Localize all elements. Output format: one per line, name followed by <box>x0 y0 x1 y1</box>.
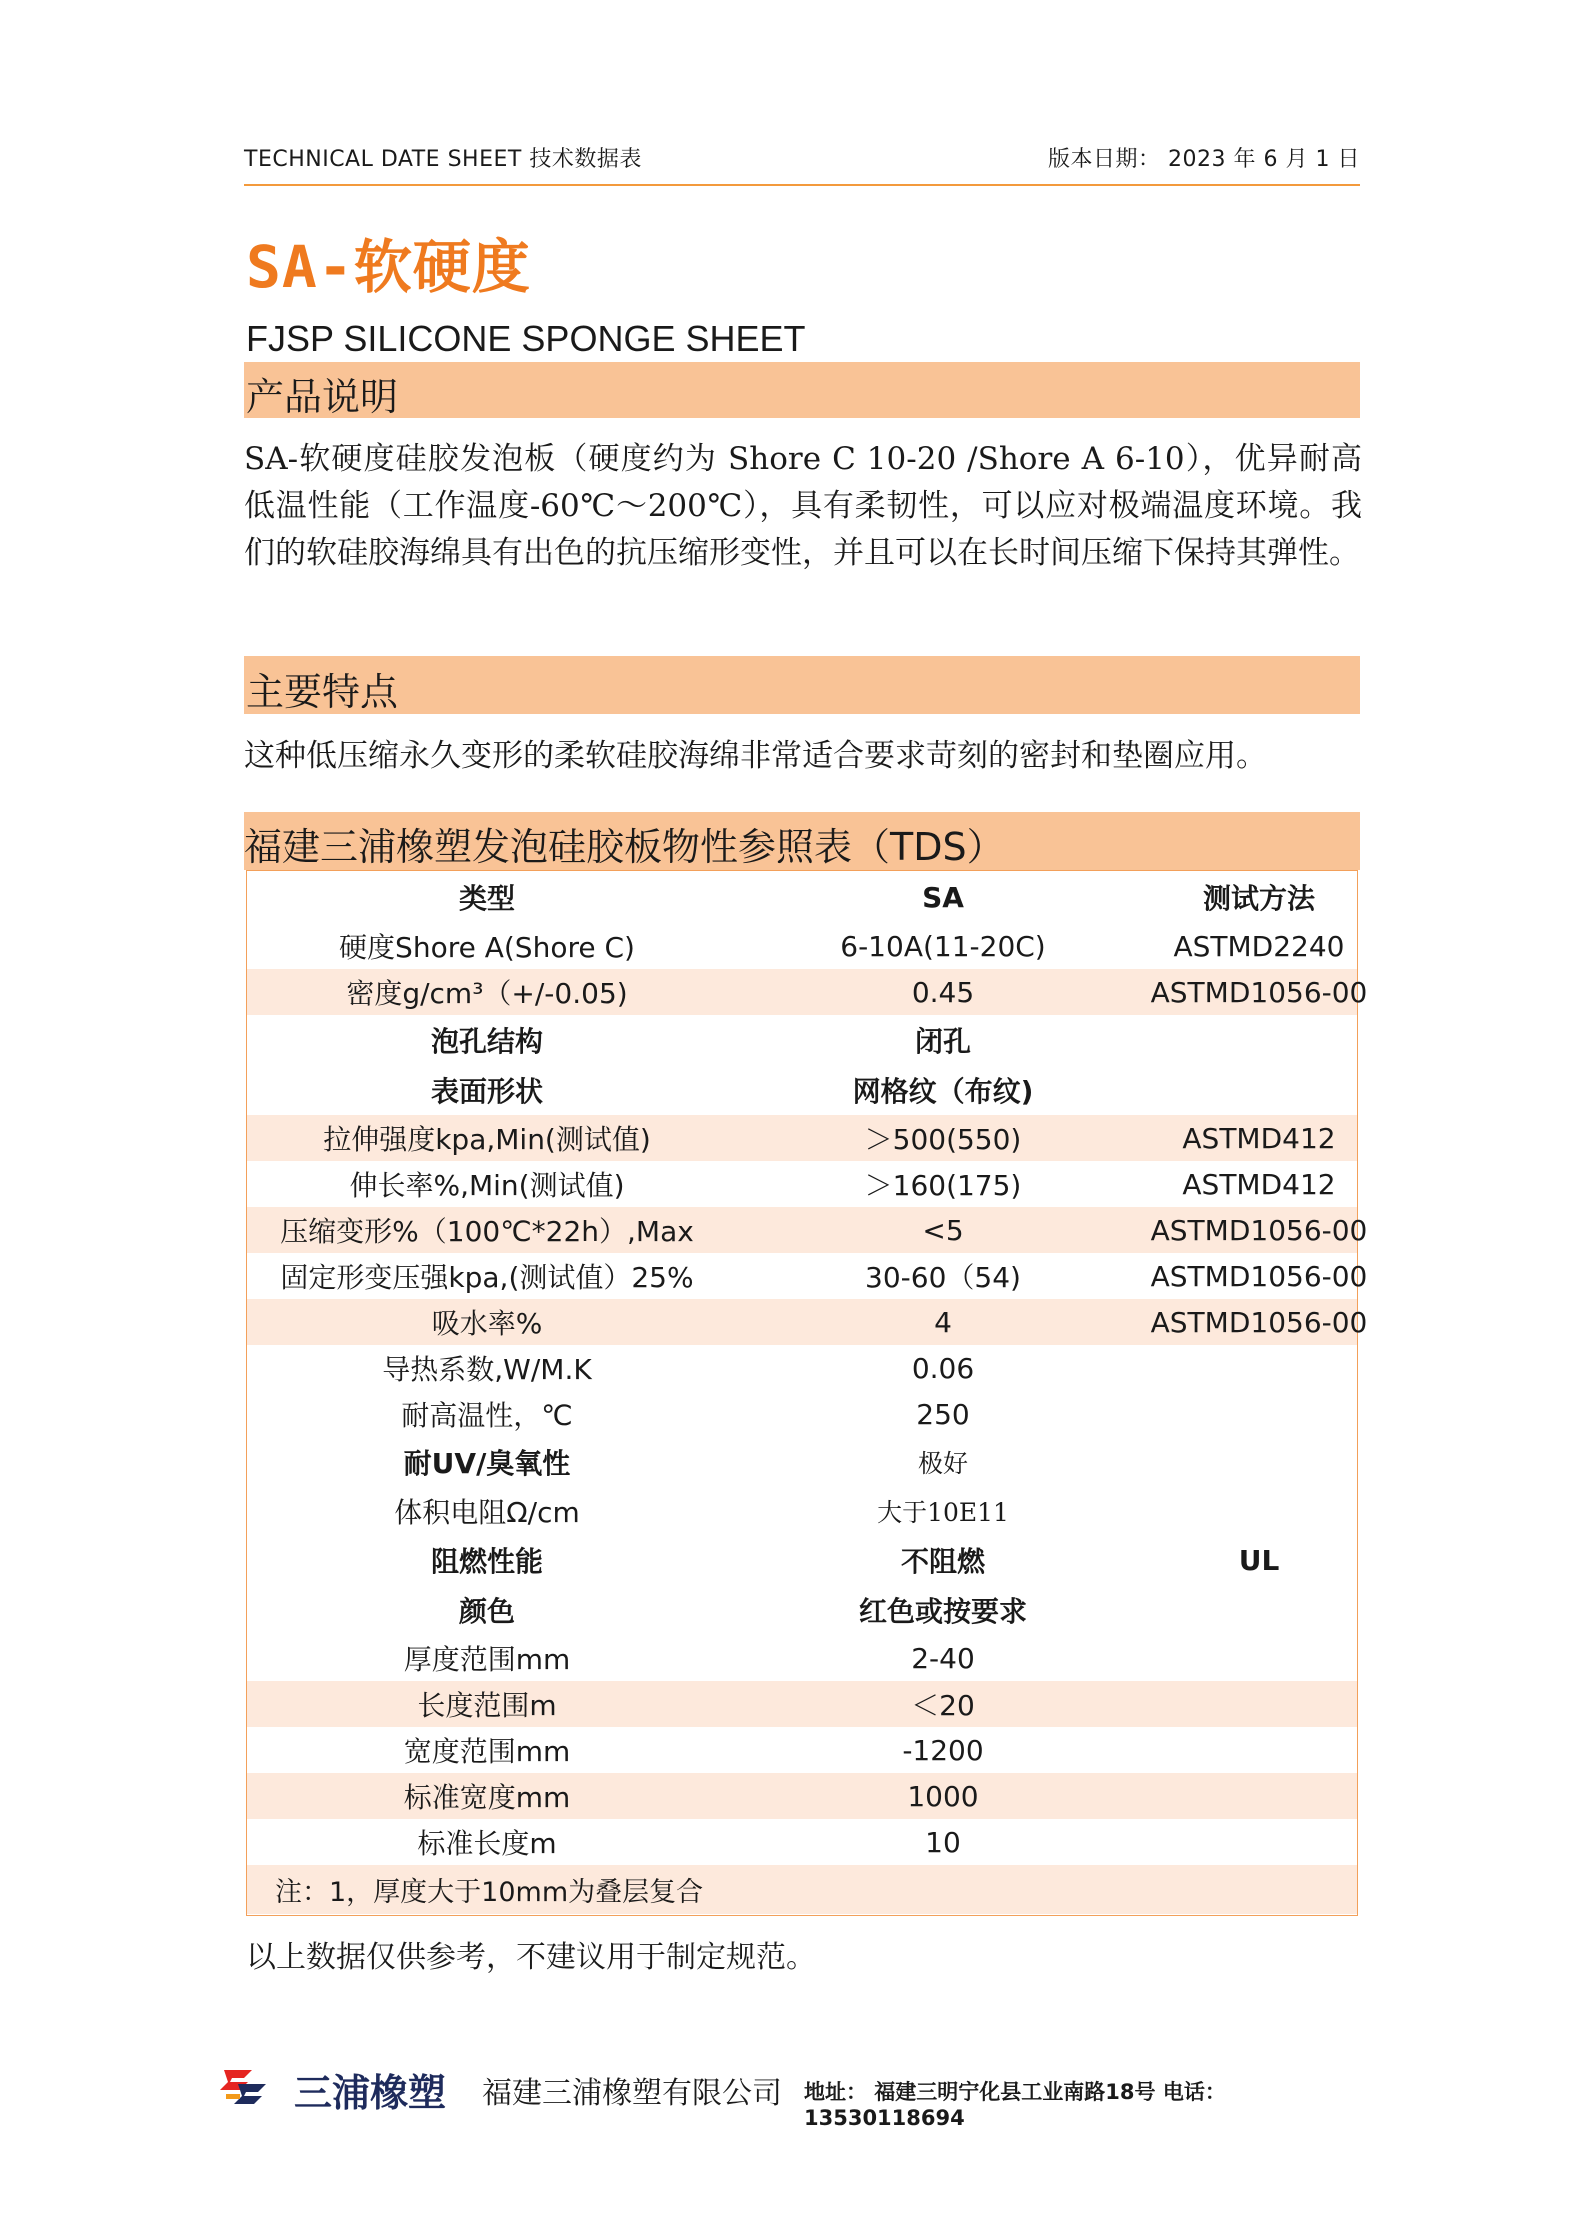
table-row <box>247 1345 1357 1391</box>
table-row <box>247 1253 1368 1299</box>
features-heading: 主要特点 <box>246 670 399 714</box>
row-property: 密度g/cm³（+/-0.05) <box>346 977 628 1010</box>
table-row <box>247 969 1368 1015</box>
tds-table <box>246 870 1368 1916</box>
table-row <box>247 1161 1357 1207</box>
table-row <box>247 1207 1368 1253</box>
description-text: SA-软硬度硅胶发泡板（硬度约为 Shore C 10-20 /Shore A 6-10），优异耐高低温性能（工作温度-60℃～200℃），具有柔韧性，可以应对极端温度环境。我们的软硅胶海绵具有出色的抗压缩形变性，并且可以在长时间压缩下保持其弹性。 <box>244 441 1362 571</box>
header-sa: SA <box>922 880 964 914</box>
row-method: ASTMD412 <box>1182 1167 1336 1201</box>
row-method: ASTMD412 <box>1182 1121 1336 1155</box>
table-row <box>247 1015 1357 1065</box>
company-name: 福建三浦橡塑有限公司 <box>482 2076 782 2111</box>
row-property: 吸水率% <box>431 1307 543 1340</box>
table-header-row <box>247 871 1357 923</box>
table-note: 注：1，厚度大于10mm为叠层复合 <box>275 1877 704 1908</box>
row-method: ASTMD1056-00 <box>1150 1305 1368 1339</box>
row-property: 固定形变压强kpa,(测试值）25% <box>280 1261 694 1294</box>
row-method <box>1159 1773 1359 1819</box>
table-row <box>247 1681 1357 1727</box>
row-property: 耐高温性，℃ <box>401 1399 573 1432</box>
table-row <box>247 1437 1357 1487</box>
row-method <box>1159 1487 1359 1535</box>
row-method: ASTMD1056-00 <box>1150 1213 1368 1247</box>
table-row <box>247 1535 1357 1585</box>
page-footer <box>218 2060 1378 2130</box>
description-heading: 产品说明 <box>246 375 399 419</box>
table-note-row <box>247 1865 1357 1914</box>
tds-heading: 福建三浦橡塑发泡硅胶板物性参照表（TDS） <box>244 825 1005 869</box>
table-row <box>247 1487 1357 1535</box>
table-row <box>247 1635 1357 1681</box>
table-row <box>247 1065 1357 1115</box>
row-property: 泡孔结构 <box>430 1025 543 1058</box>
row-property: 宽度范围mm <box>403 1735 571 1768</box>
row-property: 长度范围m <box>417 1689 557 1722</box>
row-value: ＞160(175) <box>864 1169 1022 1202</box>
row-value: 不阻燃 <box>900 1545 985 1578</box>
table-row <box>247 1585 1357 1635</box>
row-method <box>1159 1727 1359 1773</box>
row-value: 250 <box>916 1397 970 1431</box>
row-method <box>1159 1635 1359 1681</box>
features-heading-bar <box>244 656 1360 714</box>
row-value: 0.06 <box>911 1351 975 1385</box>
row-property: 压缩变形%（100℃*22h）,Max <box>280 1215 694 1248</box>
table-row <box>247 1819 1357 1865</box>
row-value: <5 <box>922 1213 964 1247</box>
row-method <box>1159 1015 1359 1065</box>
product-title: SA-软硬度 <box>246 233 531 301</box>
row-property: 厚度范围mm <box>403 1643 571 1676</box>
row-method <box>1159 1585 1359 1635</box>
row-property: 颜色 <box>458 1595 515 1628</box>
row-value: 网格纹（布纹) <box>852 1075 1034 1108</box>
row-value: 红色或按要求 <box>858 1595 1027 1628</box>
row-value: ＞500(550) <box>864 1123 1022 1156</box>
row-method: ASTMD2240 <box>1173 929 1345 963</box>
row-method <box>1159 1391 1359 1437</box>
table-row <box>247 1391 1357 1437</box>
brand-name: 三浦橡塑 <box>294 2071 447 2115</box>
row-property: 伸长率%,Min(测试值) <box>349 1169 625 1202</box>
row-value: 30-60（54) <box>865 1261 1021 1294</box>
row-property: 标准宽度mm <box>403 1781 571 1814</box>
company-address: 地址： 福建三明宁化县工业南路18号 电话： 13530118694 <box>804 2080 1226 2130</box>
description-heading-bar <box>244 362 1360 418</box>
tds-heading-bar <box>244 812 1360 870</box>
table-row <box>247 1115 1357 1161</box>
disclaimer-text: 以上数据仅供参考，不建议用于制定规范。 <box>246 1940 816 1975</box>
features-text: 这种低压缩永久变形的柔软硅胶海绵非常适合要求苛刻的密封和垫圈应用。 <box>244 738 1267 774</box>
row-value: 1000 <box>907 1779 979 1813</box>
header-test-method: 测试方法 <box>1202 882 1315 915</box>
product-subtitle: FJSP SILICONE SPONGE SHEET <box>246 318 806 359</box>
table-row <box>247 923 1357 969</box>
row-property: 体积电阻Ω/cm <box>394 1496 580 1529</box>
row-value: 6-10A(11-20C) <box>840 929 1046 963</box>
row-method: UL <box>1238 1543 1280 1577</box>
row-method <box>1159 1065 1359 1115</box>
row-value: 闭孔 <box>914 1025 971 1058</box>
row-method: ASTMD1056-00 <box>1150 975 1368 1009</box>
row-value: -1200 <box>902 1733 984 1767</box>
row-method <box>1159 1345 1359 1391</box>
row-value: 10 <box>925 1825 961 1859</box>
row-value: 极好 <box>917 1449 968 1478</box>
table-row <box>247 1773 1357 1819</box>
table-row <box>247 1727 1357 1773</box>
row-property: 导热系数,W/M.K <box>382 1353 592 1386</box>
header-type: 类型 <box>458 882 515 915</box>
page-header <box>244 138 1360 186</box>
row-method <box>1159 1819 1359 1865</box>
header-doc-type: TECHNICAL DATE SHEET 技术数据表 <box>244 147 642 172</box>
table-row <box>247 1299 1368 1345</box>
row-value: 4 <box>934 1305 952 1339</box>
row-method <box>1159 1437 1359 1487</box>
company-logo-icon <box>218 2064 270 2110</box>
row-property: 拉伸强度kpa,Min(测试值) <box>323 1123 651 1156</box>
row-property: 表面形状 <box>430 1075 543 1108</box>
row-property: 耐UV/臭氧性 <box>403 1447 571 1480</box>
row-method <box>1159 1681 1359 1727</box>
row-method: ASTMD1056-00 <box>1150 1259 1368 1293</box>
row-value: 2-40 <box>911 1641 975 1675</box>
header-version-date: 版本日期： 2023 年 6 月 1 日 <box>1048 147 1360 172</box>
row-value: 0.45 <box>911 975 975 1009</box>
row-value: 大于10E11 <box>877 1498 1009 1527</box>
row-property: 标准长度m <box>417 1827 557 1860</box>
row-value: ＜20 <box>911 1689 975 1722</box>
row-property: 阻燃性能 <box>430 1545 543 1578</box>
row-property: 硬度Shore A(Shore C) <box>339 931 635 964</box>
